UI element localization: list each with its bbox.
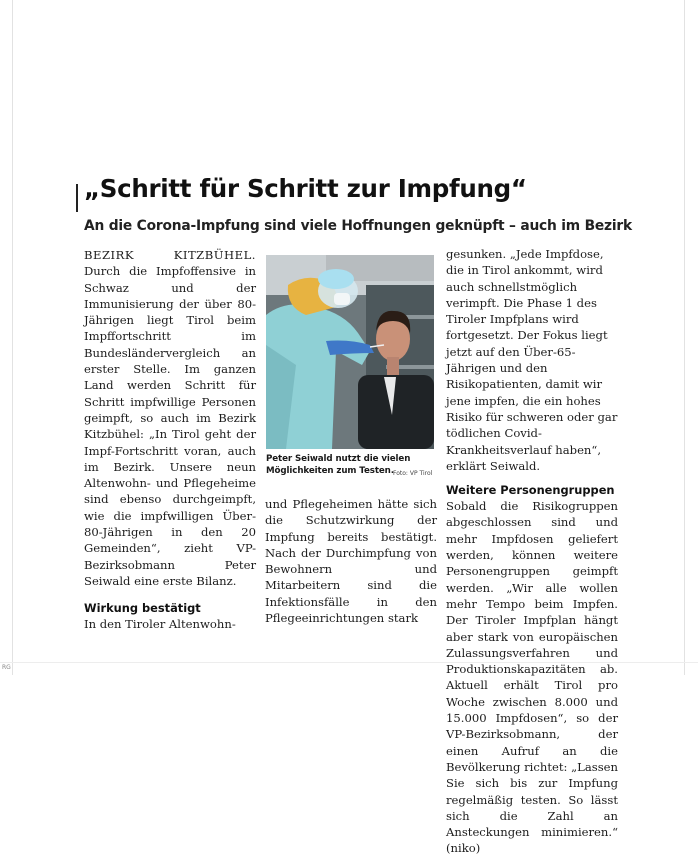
photo-credit: Foto: VP Tirol [393,470,433,477]
section1-text-cont: und Pflegeheimen hätte sich die Schutzwirkung der Impfung bereits bestätigt. Nach der Durchimpfung von Bewohnern und Mitarbeitern sind die Infektionsfälle in den Pflegeeinrichtungen stark [265,497,437,626]
text-column-3 [446,246,618,857]
section2-text: Sobald die Risikogruppen abgeschlossen sind und mehr Impfdosen geliefert werden, können weitere Personengruppen geimpft werden. „Wir alle wollen mehr Tempo beim Impfen. Der Tiroler Impfplan hängt aber stark von europäischen Zulassungsverfahren und Produktionskapazitäten ab. Aktuell erhält Tirol pro Woche zwischen 8.000 und 15.000 Impfdosen“, so der VP-Bezirksobmann, der einen Aufruf an die Bevölkerung richtet: „Lassen Sie sich bis zur Impfung regelmäßig testen. So lässt sich die Zahl an Ansteckungen minimieren.“ (niko) [446,499,618,856]
text-column-1 [84,247,256,633]
article-headline: „Schritt für Schritt zur Impfung“ [84,174,527,203]
headline-rule [76,184,78,212]
lead-text: Durch die Impfoffensive in Schwaz und der Immunisierung der über 80-Jährigen liegt Tirol beim Impffortschritt im Bundesländervergleich an erster Stelle. Im ganzen Land werden Schritt für Schritt impfwillige Personen geimpft, so auch im Bezirk Kitzbühel: „In Tirol geht der Impf-Fortschritt voran, auch im Bezirk. Unsere neun Altenwohn- und Pflegeheime sind ebenso durchgeimpft, wie die impfwilligen Über-80-Jährigen in den 20 Gemeinden“, zieht VP-Bezirksobmann Peter Seiwald eine erste Bilanz. [84,264,256,588]
page-edge-right [684,0,685,675]
photo-caption: Peter Seiwald nutzt die vielen Möglichkeiten zum Testen. [266,454,411,476]
subheading-wirkung: Wirkung bestätigt [84,601,201,616]
article-subheadline: An die Corona-Impfung sind viele Hoffnungen geknüpft – auch im Bezirk [84,218,632,234]
page-marker: RG [2,664,11,671]
subheading-weitere: Weitere Personengruppen [446,483,615,498]
dateline: BEZIRK KITZBÜHEL. [84,248,256,262]
text-column-2 [265,496,437,626]
section1-text: In den Tiroler Altenwohn- [84,617,236,632]
lead-paragraph [84,247,256,589]
article-photo [266,255,434,449]
section1-text-end: gesunken. „Jede Impfdose, die in Tirol ankommt, wird auch schnellstmöglich verimpft. Die Phase 1 des Tiroler Impfplans wird fortgesetzt. Der Fokus liegt jetzt auf den Über-65-Jährigen und den Risikopatienten, damit wir jene impfen, die ein hohes Risiko für schweren oder gar tödlichen Covid-Krankheitsverlauf haben“, erklärt Seiwald. [446,247,618,473]
page-edge-left [12,0,13,675]
